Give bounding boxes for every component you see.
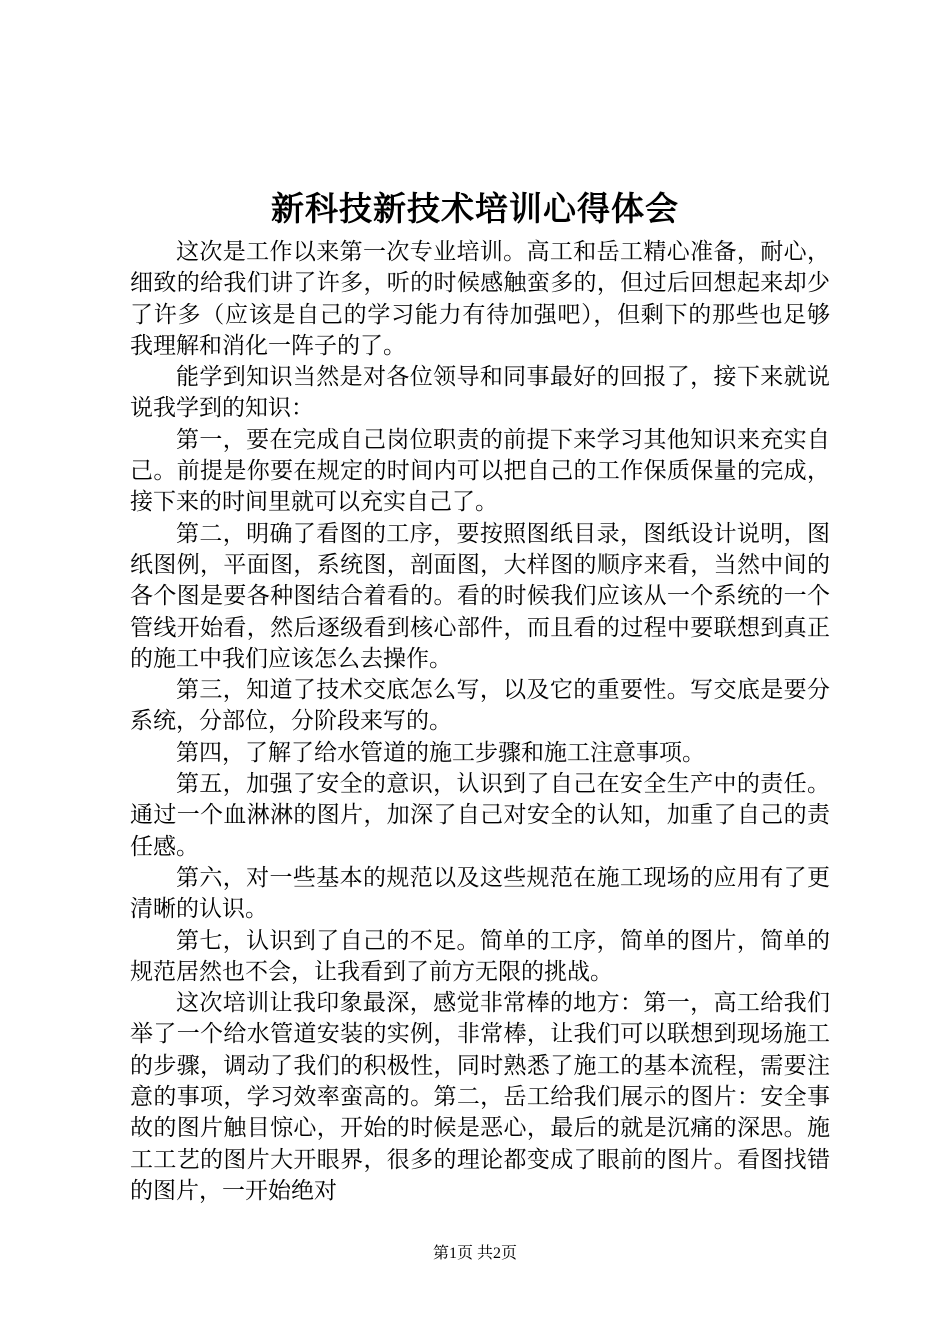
paragraph-point-4: 第四，了解了给水管道的施工步骤和施工注意事项。 [176,739,705,766]
paragraph-point-2: 第二，明确了看图的工序，要按照图纸目录，图纸设计说明，图纸图例，平面图，系统图，剖面图，大样图的顺序来看，当然中间的各个图是要各种图结合着看的。看的时候我们应该从一个系统的一个管线开始看，然后逐级看到核心部件，而且看的过程中要联想到真正的施工中我们应该怎么去操作。 [130,520,830,672]
paragraph-knowledge: 能学到知识当然是对各位领导和同事最好的回报了，接下来就说说我学到的知识： [130,364,830,422]
paragraph-point-3: 第三，知道了技术交底怎么写，以及它的重要性。写交底是要分系统，分部位，分阶段来写的。 [130,677,830,735]
page-number-footer: 第1页 共2页 [432,1245,517,1262]
paragraph-point-1: 第一，要在完成自己岗位职责的前提下来学习其他知识来充实自己。前提是你要在规定的时间内可以把自己的工作保质保量的完成，接下来的时间里就可以充实自己了。 [130,426,830,516]
paragraph-intro: 这次是工作以来第一次专业培训。高工和岳工精心准备，耐心，细致的给我们讲了许多，听的时候感触蛮多的，但过后回想起来却少了许多（应该是自己的学习能力有待加强吧），但剩下的那些也足够我理解和消化一阵子的了。 [130,239,830,359]
paragraph-point-6: 第六，对一些基本的规范以及这些规范在施工现场的应用有了更清晰的认识。 [130,864,830,923]
paragraph-impressions: 这次培训让我印象最深，感觉非常棒的地方：第一，高工给我们举了一个给水管道安装的实例，非常棒，让我们可以联想到现场施工的步骤，调动了我们的积极性，同时熟悉了施工的基本流程，需要注意的事项，学习效率蛮高的。第二，岳工给我们展示的图片：安全事故的图片触目惊心，开始的时候是恶心，最后的就是沉痛的深思。施工工艺的图片大开眼界，很多的理论都变成了眼前的图片。看图找错的图片，一开始绝对 [130,990,830,1204]
paragraph-point-5: 第五，加强了安全的意识，认识到了自己在安全生产中的责任。通过一个血淋淋的图片，加深了自己对安全的认知，加重了自己的责任感。 [130,771,830,860]
paragraph-point-7: 第七，认识到了自己的不足。简单的工序，简单的图片，简单的规范居然也不会，让我看到了前方无限的挑战。 [130,927,830,985]
document-body [130,237,830,1207]
document-title: 新科技新技术培训心得体会 [271,189,679,228]
